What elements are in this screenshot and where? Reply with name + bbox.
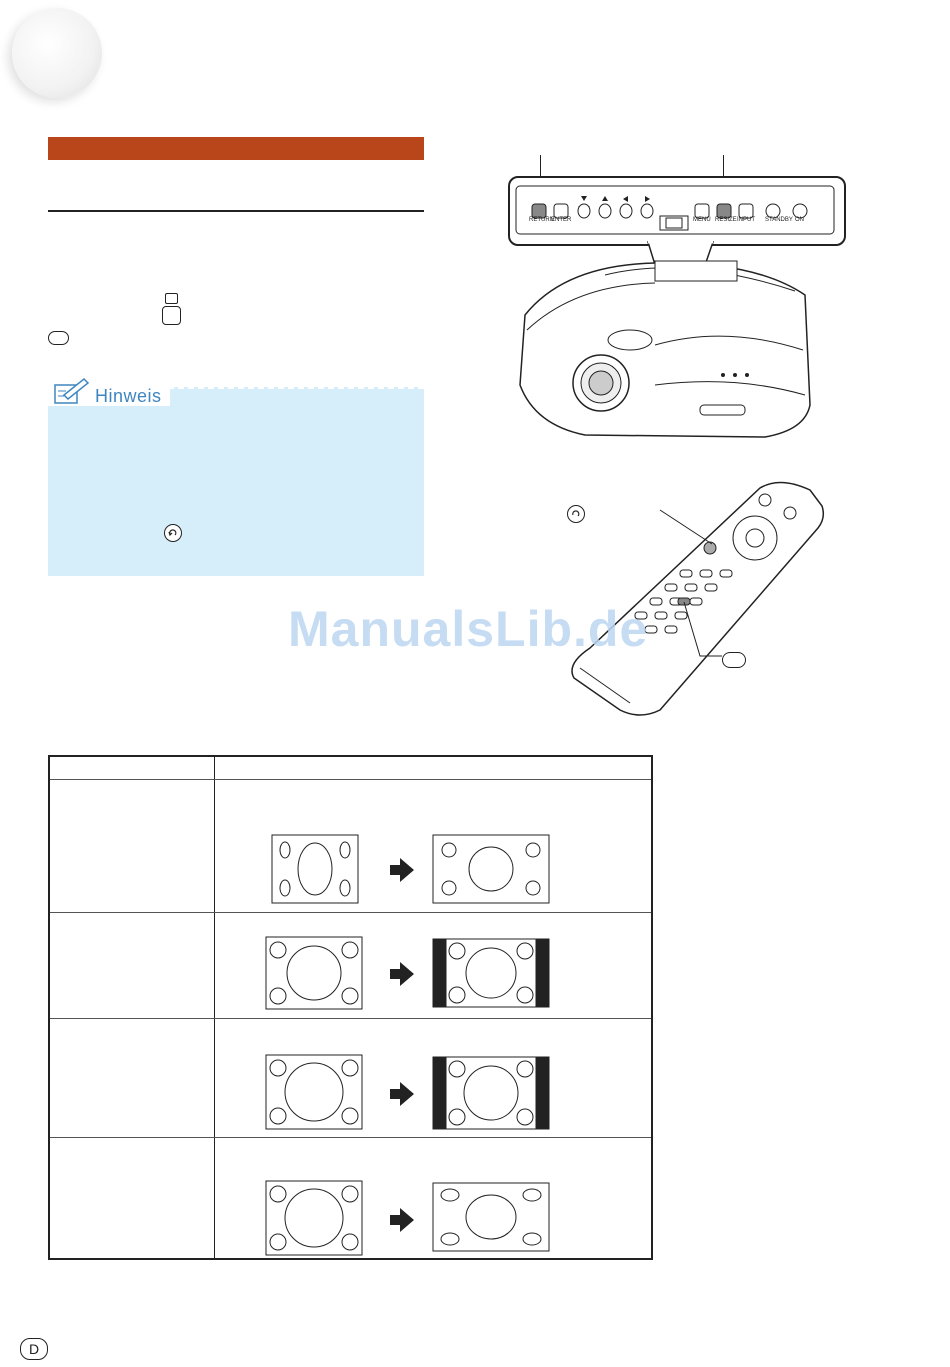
language-badge: D [20, 1338, 48, 1360]
remote-resize-key-icon [722, 652, 746, 668]
table-header-divider [50, 779, 651, 780]
pencil-note-icon [52, 375, 92, 407]
panel-label-enter: ENTER [551, 217, 572, 223]
resize-key-icon [162, 306, 181, 325]
table-row-divider [50, 912, 651, 913]
conversion-diagram-3 [260, 1052, 560, 1132]
note-label: Hinweis [95, 386, 162, 406]
panel-label-on: ON [795, 217, 804, 223]
note-box [48, 387, 424, 576]
resize-small-icon [165, 293, 178, 304]
corner-decoration [12, 8, 102, 98]
section-header-bar [48, 137, 424, 160]
panel-label-resize: RESIZE [715, 217, 737, 223]
return-arrow-icon [167, 527, 179, 539]
panel-label-standby: STANDBY [765, 217, 793, 223]
table-column-divider [214, 757, 215, 1258]
conversion-diagram-2 [260, 934, 560, 1014]
conversion-diagram-1 [260, 830, 560, 910]
panel-label-input: INPUT [737, 217, 755, 223]
remote-return-arrow-icon [570, 508, 582, 520]
remote-control-illustration [560, 478, 830, 718]
section-rule [48, 210, 424, 212]
conversion-diagram-4 [260, 1178, 560, 1258]
table-row-divider [50, 1137, 651, 1138]
table-row-divider [50, 1018, 651, 1019]
panel-label-return: RETURN [529, 217, 554, 223]
panel-label-menu: MENU [693, 217, 711, 223]
watermark: ManualsLib.de [288, 601, 649, 657]
projector-illustration [505, 255, 825, 445]
resize-remote-icon [48, 331, 69, 345]
